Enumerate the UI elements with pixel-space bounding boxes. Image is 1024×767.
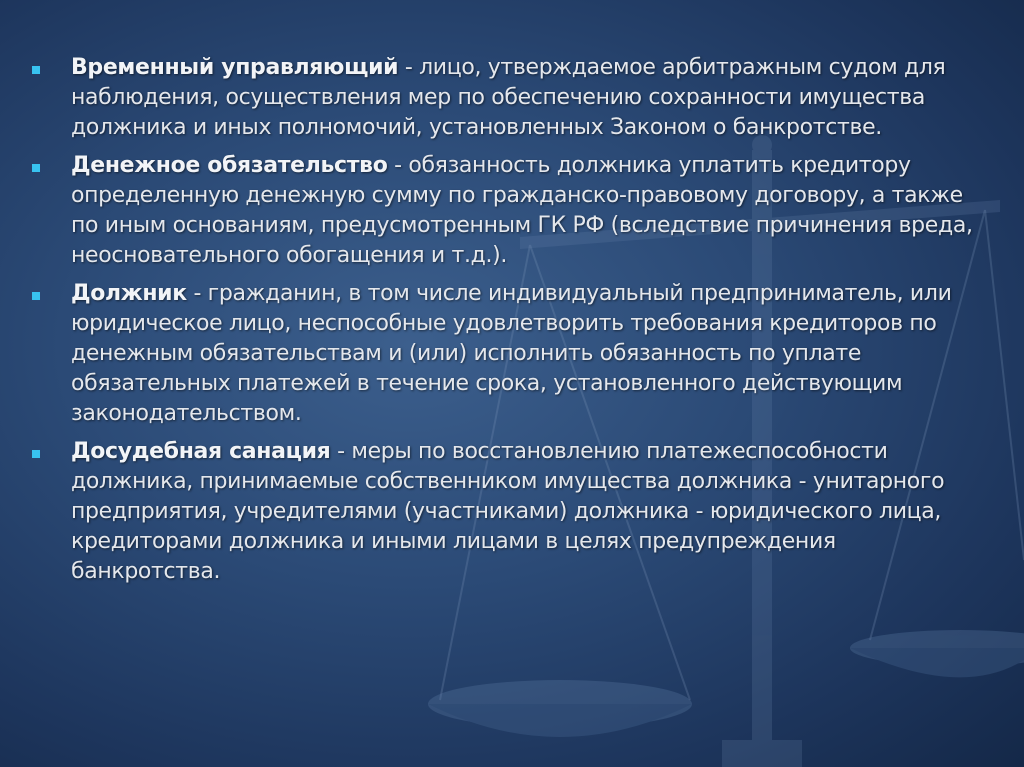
definition-term: Должник bbox=[71, 281, 187, 306]
definition-body: - меры по восстановлению платежеспособности должника, принимаемые собственником имущества должника - унитарного предприятия, учредителями (участниками) должника - юридического лица, кредиторами должника и иными лицами в целях предупреждения банкротства. bbox=[71, 439, 945, 584]
list-item bbox=[30, 151, 990, 271]
definition-text bbox=[71, 151, 990, 271]
definition-body: - лицо, утверждаемое арбитражным судом для наблюдения, осуществления мер по обеспечению сохранности имущества должника и иных полномочий, установленных Законом о банкротстве. bbox=[71, 55, 946, 140]
definition-body: - обязанность должника уплатить кредитору определенную денежную сумму по гражданско-правовому договору, а также по иным основаниям, предусмотренным ГК РФ (вследствие причинения вреда, неосновательного обогащения и т.д.). bbox=[71, 153, 973, 268]
definition-term: Временный управляющий bbox=[71, 55, 399, 80]
square-bullet-icon bbox=[32, 66, 40, 74]
definition-text bbox=[71, 279, 990, 429]
definition-term: Досудебная санация bbox=[71, 439, 331, 464]
list-item bbox=[30, 53, 990, 143]
square-bullet-icon bbox=[32, 164, 40, 172]
square-bullet-icon bbox=[32, 450, 40, 458]
definitions-list bbox=[30, 53, 990, 595]
definition-body: - гражданин, в том числе индивидуальный предприниматель, или юридическое лицо, неспособные удовлетворить требования кредиторов по денежным обязательствам и (или) исполнить обязанность по уплате обязательных платежей в течение срока, установленного действующим законодательством. bbox=[71, 281, 952, 426]
square-bullet-icon bbox=[32, 292, 40, 300]
definition-text bbox=[71, 53, 990, 143]
definition-text bbox=[71, 437, 990, 587]
list-item bbox=[30, 437, 990, 587]
list-item bbox=[30, 279, 990, 429]
definition-term: Денежное обязательство bbox=[71, 153, 388, 178]
